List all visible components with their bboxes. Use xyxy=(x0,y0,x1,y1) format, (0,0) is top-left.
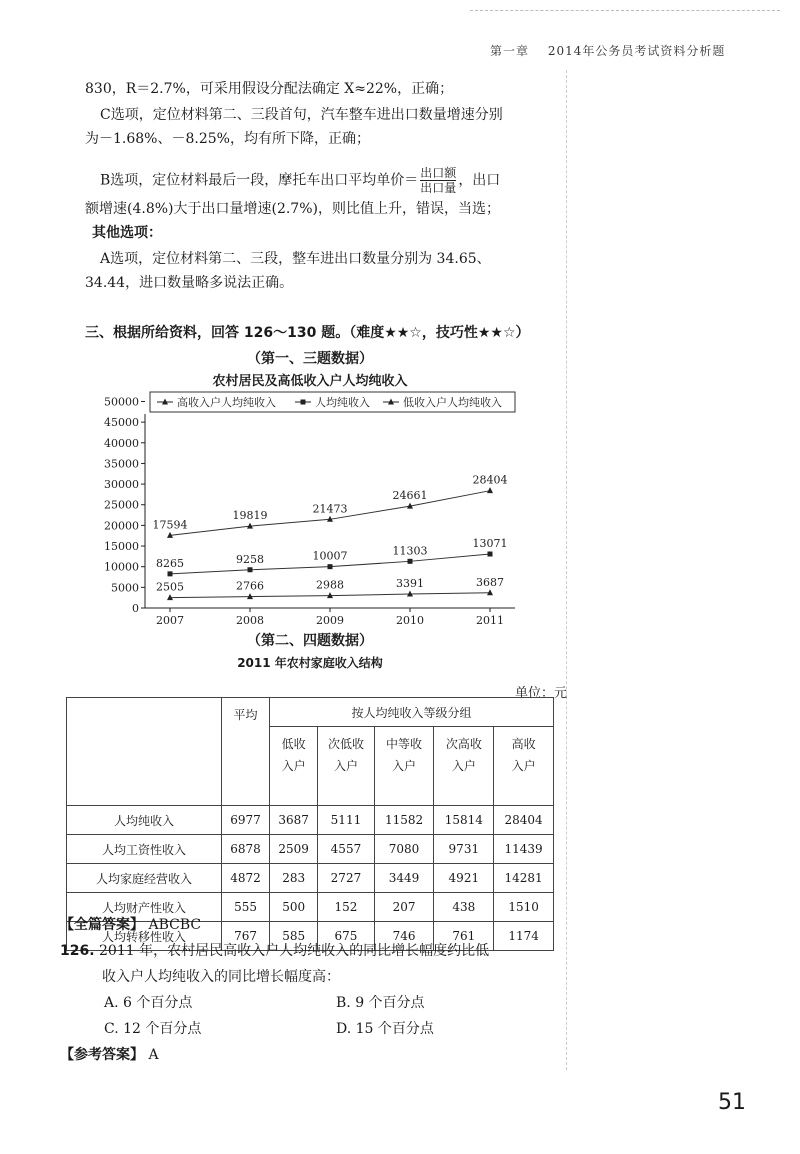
col-header-lower-mid: 次低收 入户 xyxy=(318,727,374,806)
data-label: 10007 xyxy=(312,549,348,563)
data-point xyxy=(488,552,493,557)
answers-value: ABCBC xyxy=(148,917,202,933)
table-cell: 4557 xyxy=(318,835,374,864)
y-tick-label: 0 xyxy=(132,602,139,615)
para-line-4-after: ，出口 xyxy=(458,172,501,189)
data-label: 2988 xyxy=(316,578,344,592)
data-label: 2505 xyxy=(156,580,184,594)
table-cell: 283 xyxy=(270,864,318,893)
para-line-2: C选项，定位材料第二、三段首句，汽车整车进出口数量增速分别 xyxy=(100,107,503,123)
table-header-row xyxy=(67,698,554,727)
col-header-low: 低收 入户 xyxy=(270,727,318,806)
chapter-label: 第一章 xyxy=(490,44,530,58)
table-row xyxy=(67,806,554,835)
option-a: A. 6 个百分点 xyxy=(104,995,193,1011)
legend-label: 人均纯收入 xyxy=(315,396,370,409)
data-point xyxy=(408,559,413,564)
para-line-5: 额增速(4.8%)大于出口量增速(2.7%)，则比值上升，错误，当选； xyxy=(85,201,500,217)
col-header-mid: 中等收 入户 xyxy=(374,727,434,806)
table-cell: 6878 xyxy=(222,835,270,864)
unit-label: 单位：元 xyxy=(515,686,568,701)
line-chart xyxy=(90,390,530,630)
corner-cell xyxy=(67,698,222,806)
legend-label: 高收入户人均纯收入 xyxy=(177,396,276,409)
table-cell: 4872 xyxy=(222,864,270,893)
y-tick-label: 20000 xyxy=(104,519,139,533)
table-cell: 207 xyxy=(374,893,434,922)
legend-label: 低收入户人均纯收入 xyxy=(403,396,502,409)
data-label: 3687 xyxy=(476,575,504,589)
table-cell: 152 xyxy=(318,893,374,922)
table-row xyxy=(67,864,554,893)
fraction-denominator: 出口量 xyxy=(420,181,457,195)
question-line-1 xyxy=(60,940,489,962)
table-cell: 5111 xyxy=(318,806,374,835)
data-label: 8265 xyxy=(156,556,184,570)
col-header-upper-mid: 次高收 入户 xyxy=(434,727,494,806)
page-number: 51 xyxy=(718,1090,746,1115)
table-cell: 9731 xyxy=(434,835,494,864)
y-tick-label: 45000 xyxy=(104,416,139,430)
table-cell: 500 xyxy=(270,893,318,922)
row-label: 人均纯收入 xyxy=(67,806,222,835)
chart-caption: 农村居民及高低收入户人均纯收入 xyxy=(212,374,408,389)
fraction xyxy=(420,166,456,195)
table-cell: 3687 xyxy=(270,806,318,835)
reference-answer-label: 【参考答案】 xyxy=(60,1047,144,1063)
y-tick-label: 50000 xyxy=(104,395,139,409)
table-cell: 2509 xyxy=(270,835,318,864)
question-number: 126. xyxy=(60,943,95,959)
table-cell: 11439 xyxy=(494,835,554,864)
data-label: 21473 xyxy=(312,502,348,516)
question-text-1: 2011 年，农村居民高收入户人均纯收入的同比增长幅度约比低 xyxy=(99,943,490,959)
book-title: 2014年公务员考试资料分析题 xyxy=(547,44,726,58)
y-tick-label: 25000 xyxy=(104,498,139,512)
data-point xyxy=(487,487,493,493)
para-line-4-before: B选项，定位材料最后一段，摩托车出口平均单价＝ xyxy=(100,172,419,189)
data-label: 2766 xyxy=(236,579,264,593)
header-rule xyxy=(470,10,780,11)
running-head xyxy=(490,42,725,59)
data-label: 9258 xyxy=(236,552,264,566)
y-tick-label: 35000 xyxy=(104,457,139,471)
question-text-2: 收入户人均纯收入的同比增长幅度高： xyxy=(102,969,340,985)
chart-subtitle: （第一、三题数据） xyxy=(247,351,373,367)
table-cell: 4921 xyxy=(434,864,494,893)
table-cell: 6977 xyxy=(222,806,270,835)
income-table xyxy=(66,697,554,951)
table-cell: 3449 xyxy=(374,864,434,893)
answers-label: 【全篇答案】 xyxy=(60,917,144,933)
data-label: 11303 xyxy=(392,544,428,558)
y-tick-label: 10000 xyxy=(104,560,139,574)
y-tick-label: 40000 xyxy=(104,436,139,450)
table-cell: 555 xyxy=(222,893,270,922)
para-line-7: 34.44，进口数量略多说法正确。 xyxy=(85,275,294,291)
table-cell: 767 xyxy=(222,922,270,951)
y-tick-label: 30000 xyxy=(104,478,139,492)
fraction-numerator: 出口额 xyxy=(420,166,457,180)
data-label: 19819 xyxy=(232,509,268,523)
x-tick-label: 2008 xyxy=(236,614,264,627)
table-cell: 761 xyxy=(434,922,494,951)
other-options-label: 其他选项： xyxy=(92,225,162,241)
reference-answer-line xyxy=(60,1044,159,1066)
row-label: 人均财产性收入 xyxy=(67,893,222,922)
row-label: 人均家庭经营收入 xyxy=(67,864,222,893)
table-subtitle: （第二、四题数据） xyxy=(247,633,373,649)
data-label: 17594 xyxy=(152,518,188,532)
para-line-1: 830，R＝2.7%，可采用假设分配法确定 X≈22%，正确； xyxy=(85,81,454,97)
col-header-avg: 平均 xyxy=(222,698,270,806)
margin-line xyxy=(566,70,569,1070)
x-tick-label: 2010 xyxy=(396,614,424,627)
para-line-6: A选项，定位材料第二、三段，整车进出口数量分别为 34.65、 xyxy=(100,251,491,267)
data-point xyxy=(168,571,173,576)
x-tick-label: 2009 xyxy=(316,614,344,627)
para-line-3: 为－1.68%、－8.25%，均有所下降，正确； xyxy=(85,131,370,147)
row-label: 人均工资性收入 xyxy=(67,835,222,864)
data-label: 3391 xyxy=(396,576,424,590)
y-tick-label: 5000 xyxy=(111,581,139,595)
group-header: 按人均纯收入等级分组 xyxy=(270,698,554,727)
table-caption: 2011 年农村家庭收入结构 xyxy=(237,656,383,670)
data-point xyxy=(487,589,493,595)
line-chart-svg xyxy=(90,390,530,630)
table-cell: 585 xyxy=(270,922,318,951)
option-b: B. 9 个百分点 xyxy=(336,995,425,1011)
legend-marker xyxy=(301,400,306,405)
table-cell: 14281 xyxy=(494,864,554,893)
data-point xyxy=(328,564,333,569)
section-title: 三、根据所给资料，回答 126～130 题。（难度★★☆，技巧性★★☆） xyxy=(85,325,530,341)
table-cell: 2727 xyxy=(318,864,374,893)
table-cell: 746 xyxy=(374,922,434,951)
para-line-4 xyxy=(100,166,500,195)
table-cell: 1174 xyxy=(494,922,554,951)
data-label: 24661 xyxy=(392,489,428,503)
table-cell: 28404 xyxy=(494,806,554,835)
reference-answer-value: A xyxy=(148,1047,159,1063)
answers-line xyxy=(60,914,201,936)
data-label: 13071 xyxy=(472,537,508,551)
table-row xyxy=(67,835,554,864)
row-label: 人均转移性收入 xyxy=(67,922,222,951)
x-tick-label: 2011 xyxy=(476,614,504,627)
option-c: C. 12 个百分点 xyxy=(104,1021,202,1037)
data-point xyxy=(248,567,253,572)
x-tick-label: 2007 xyxy=(156,614,184,627)
table-cell: 11582 xyxy=(374,806,434,835)
col-header-high: 高收 入户 xyxy=(494,727,554,806)
y-tick-label: 15000 xyxy=(104,540,139,554)
table-cell: 1510 xyxy=(494,893,554,922)
table-cell: 675 xyxy=(318,922,374,951)
data-label: 28404 xyxy=(472,473,508,487)
table-cell: 7080 xyxy=(374,835,434,864)
option-d: D. 15 个百分点 xyxy=(336,1021,434,1037)
table-cell: 438 xyxy=(434,893,494,922)
table-cell: 15814 xyxy=(434,806,494,835)
